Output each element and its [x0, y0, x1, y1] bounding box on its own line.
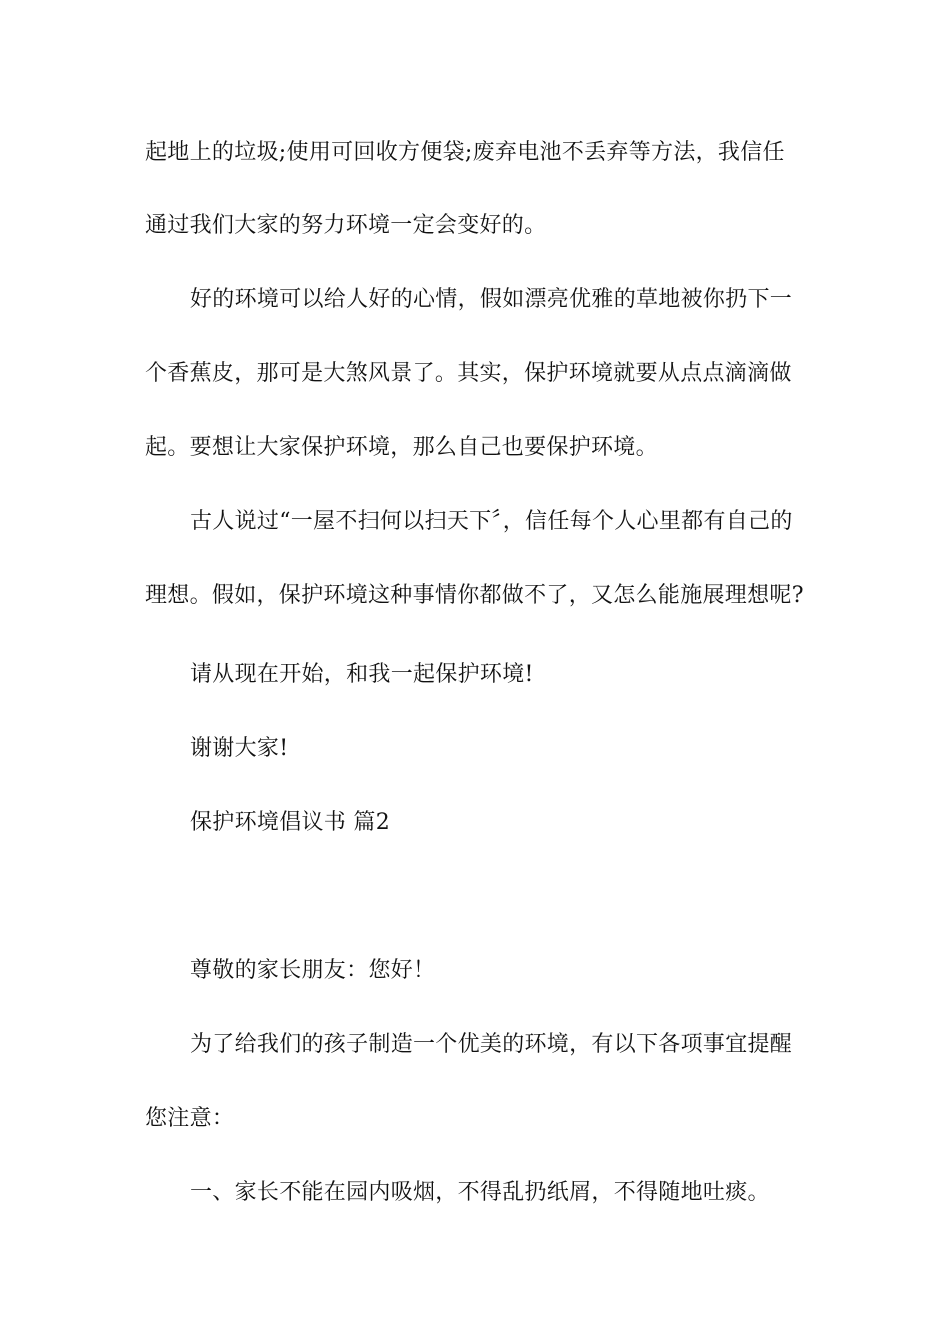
- paragraph-line: 起地上的垃圾;使用可回收方便袋;废弃电池不丢弃等方法，我信任: [145, 140, 785, 165]
- paragraph-line: 理想。假如，保护环境这种事情你都做不了，又怎么能施展理想呢?: [145, 583, 804, 608]
- section-heading: 保护环境倡议书 篇2: [190, 810, 390, 835]
- paragraph-line: 谢谢大家!: [190, 736, 289, 761]
- paragraph-line: 您注意：: [145, 1106, 235, 1131]
- paragraph-line: 个香蕉皮，那可是大煞风景了。其实，保护环境就要从点点滴滴做: [145, 361, 792, 386]
- paragraph-line: 请从现在开始，和我一起保护环境!: [190, 662, 534, 687]
- paragraph-line: 为了给我们的孩子制造一个优美的环境，有以下各项事宜提醒: [190, 1032, 793, 1057]
- list-item: 一、家长不能在园内吸烟，不得乱扔纸屑，不得随地吐痰。: [190, 1180, 770, 1205]
- salutation: 尊敬的家长朋友：您好！: [190, 958, 436, 983]
- paragraph-line: 古人说过“一屋不扫何以扫天下〞，信任每个人心里都有自己的: [190, 509, 793, 534]
- paragraph-line: 起。要想让大家保护环境，那么自己也要保护环境。: [145, 435, 658, 460]
- paragraph-line: 通过我们大家的努力环境一定会变好的。: [145, 213, 547, 238]
- paragraph-line: 好的环境可以给人好的心情，假如漂亮优雅的草地被你扔下一: [190, 287, 793, 312]
